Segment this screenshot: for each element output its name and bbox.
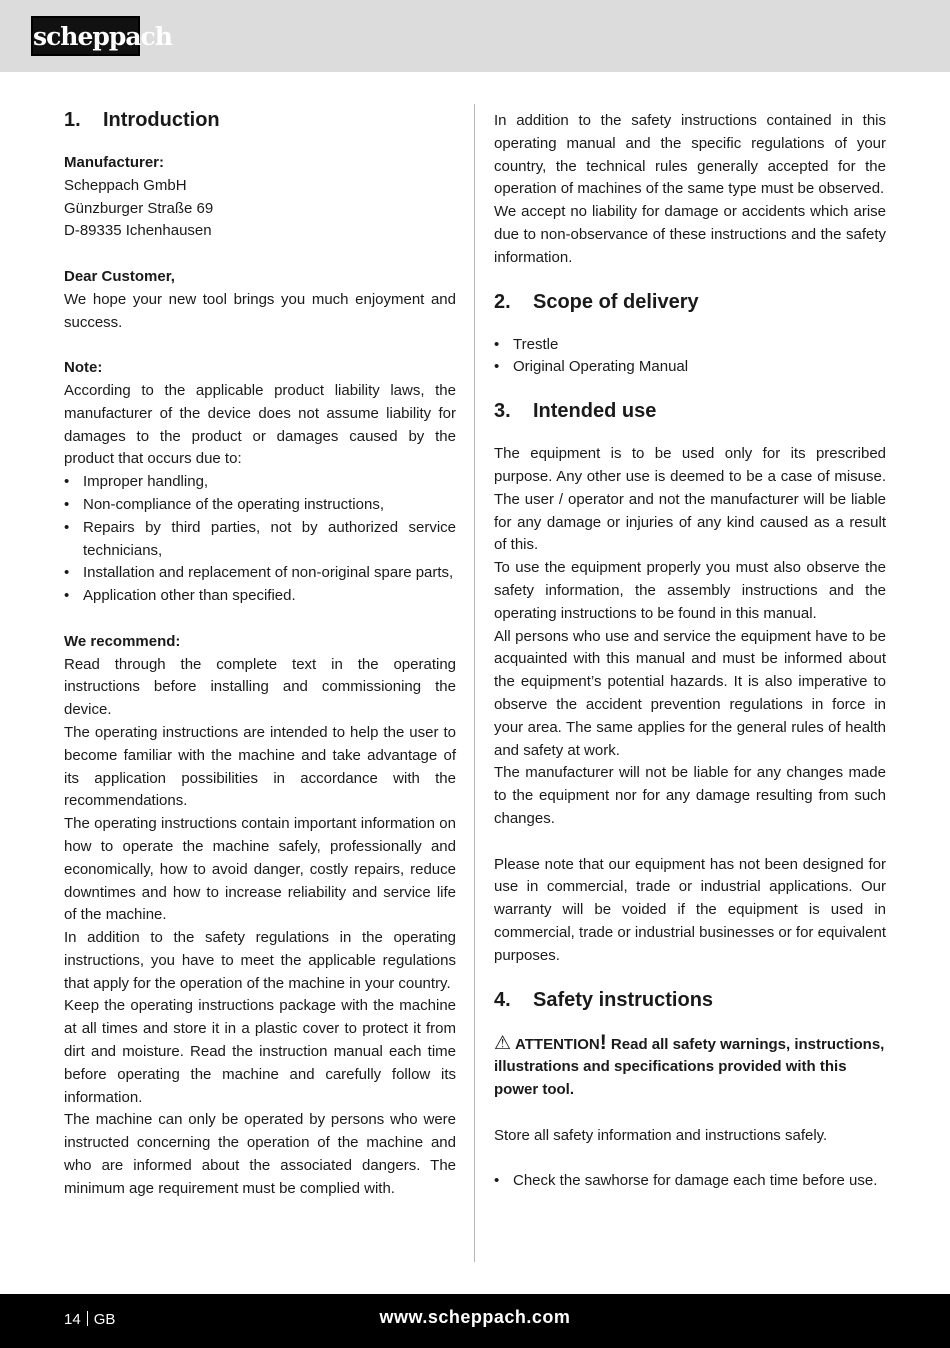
attention-warning [494, 1032, 886, 1102]
manufacturer-city: D-89335 Ichenhausen [64, 222, 212, 240]
scheppach-logo: scheppach [31, 16, 140, 56]
manufacturer-name: Scheppach GmbH [64, 176, 187, 194]
paragraph: The equipment is to be used only for its prescribed purpose. Any other use is deemed to be a case of misuse. The user / operator and not the manufacturer will be liable for any damage or injuries of any kind caused as a result of this. [494, 445, 886, 554]
section-number: 4. [494, 988, 511, 1011]
attention-label: ATTENTION [515, 1035, 600, 1053]
liability-list [64, 471, 456, 608]
list-item: • Original Operating Manual [494, 356, 886, 379]
paragraph: Keep the operating instructions package with the machine at all times and store it in a plastic cover to protect it from dirt and moisture. Read the instruction manual each time before operating the machine and carefully follow its information. [64, 997, 456, 1106]
page-number-value: 14 [64, 1311, 81, 1328]
section-title: Safety instructions [533, 988, 714, 1011]
paragraph: We accept no liability for damage or accidents which arise due to non-observance of these instructions and the safety information. [494, 203, 886, 266]
paragraph: The operating instructions contain important information on how to operate the machine safely, professionally and economically, how to avoid danger, costly repairs, reduce downtimes and how to increase reliability and service life of the machine. [64, 815, 456, 924]
right-column [494, 110, 886, 1193]
safety-list [494, 1170, 886, 1193]
left-column [64, 106, 456, 1201]
section-number: 3. [494, 400, 511, 423]
section-number: 2. [494, 290, 511, 313]
section-safety-heading [494, 986, 886, 1014]
paragraph: Please note that our equipment has not been designed for use in commercial, trade or industrial applications. Our warranty will be voided if the equipment is used in commercial, trade or industrial businesses or for equivalent purposes. [494, 855, 886, 964]
paragraph: Read through the complete text in the operating instructions before installing and commissioning the device. [64, 655, 456, 719]
paragraph: The machine can only be operated by persons who were instructed concerning the operation of the machine and who are informed about the associated dangers. The minimum age requirement must be complied with. [64, 1111, 456, 1197]
header-bar [0, 0, 950, 72]
list-item: • Trestle [494, 334, 886, 357]
footer-bar [0, 1294, 950, 1348]
manufacturer-label: Manufacturer: [64, 154, 165, 171]
language-code: GB [93, 1311, 116, 1328]
attention-text: Read all safety warnings, instructions, illustrations and specifications provided with this power tool. [494, 1035, 885, 1099]
section-intended-use-heading [494, 397, 886, 425]
list-item: • Non-compliance of the operating instructions, [64, 494, 456, 517]
section-introduction-heading [64, 106, 456, 134]
paragraph: All persons who use and service the equipment have to be acquainted with this manual and must be informed about the equipment’s potential hazards. It is also imperative to observe the accident prevention regulations in force in your area. The same applies for the general rules of health and safety at work. [494, 627, 886, 759]
website-link[interactable]: www.scheppach.com [379, 1307, 571, 1327]
note-text: According to the applicable product liability laws, the manufacturer of the device does not assume liability for damages to the product or damages caused by the product that occurs due to: [64, 381, 456, 468]
recommend-label: We recommend: [64, 632, 181, 650]
note-label: Note: [64, 359, 103, 377]
paragraph: To use the equipment properly you must also observe the safety information, the assembly instructions and the operating instructions to be found in this manual. [494, 559, 886, 622]
list-item: • Improper handling, [64, 471, 456, 494]
paragraph: The operating instructions are intended to help the user to become familiar with the machine and take advantage of its application possibilities in accordance with the recommendations. [64, 723, 456, 810]
dear-customer-label: Dear Customer, [64, 267, 175, 285]
section-title: Introduction [103, 109, 220, 131]
column-divider [474, 104, 475, 1262]
section-title: Intended use [533, 400, 657, 423]
list-item: • Repairs by third parties, not by authorized service technicians, [64, 517, 456, 563]
warning-triangle-icon: ⚠ [494, 1032, 512, 1054]
paragraph: In addition to the safety instructions contained in this operating manual and the specific regulations of your country, the technical rules generally accepted for the operation of machines of the same type must be observed. [494, 112, 886, 198]
list-item: • Installation and replacement of non-original spare parts, [64, 562, 456, 585]
section-title: Scope of delivery [533, 290, 699, 313]
section-scope-heading [494, 288, 886, 316]
dear-customer-text: We hope your new tool brings you much enjoyment and success. [64, 290, 456, 331]
list-item: • Application other than specified. [64, 585, 456, 608]
list-item: • Check the sawhorse for damage each time before use. [494, 1170, 886, 1193]
paragraph: The manufacturer will not be liable for any changes made to the equipment nor for any damage resulting from such changes. [494, 764, 886, 827]
scope-list [494, 334, 886, 380]
attention-exclamation: ! [599, 1030, 607, 1054]
store-text: Store all safety information and instructions safely. [494, 1126, 828, 1144]
manufacturer-street: Günzburger Straße 69 [64, 199, 214, 217]
section-number: 1. [64, 109, 81, 131]
paragraph: In addition to the safety regulations in the operating instructions, you have to meet the applicable regulations that apply for the operation of the machine in your country. [64, 929, 456, 992]
